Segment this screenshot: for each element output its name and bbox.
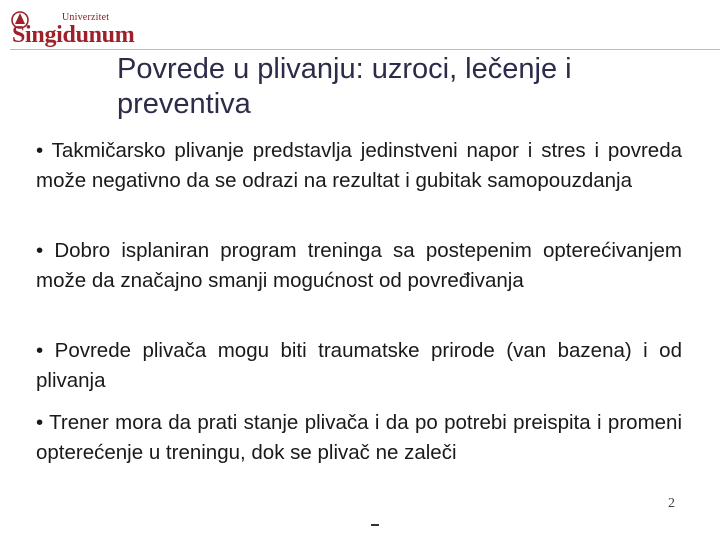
slide-title: Povrede u plivanju: uzroci, lečenje i preventiva [117,53,572,120]
logo-small-text: Univerzitet [62,12,110,23]
bullet-item: • Dobro isplaniran program treninga sa postepenim opterećivanjem može da značajno smanji mogućnost od povređivanja [36,239,682,292]
bullet-item: • Povrede plivača mogu biti traumatske prirode (van bazena) i od plivanja [36,339,682,392]
header-divider [10,49,720,50]
university-logo [8,8,138,48]
logo-main-text: Singidunum [12,22,135,48]
bullet-item: • Takmičarsko plivanje predstavlja jedinstveni napor i stres i povreda može negativno da se odrazi na rezultat i gubitak samopouzdanja [36,139,682,192]
page-number: 2 [668,496,675,511]
footer-mark [371,524,379,526]
bullet-item: • Trener mora da prati stanje plivača i da po potrebi preispita i promeni opterećenje u treningu, dok se plivač ne zaleči [36,411,682,464]
